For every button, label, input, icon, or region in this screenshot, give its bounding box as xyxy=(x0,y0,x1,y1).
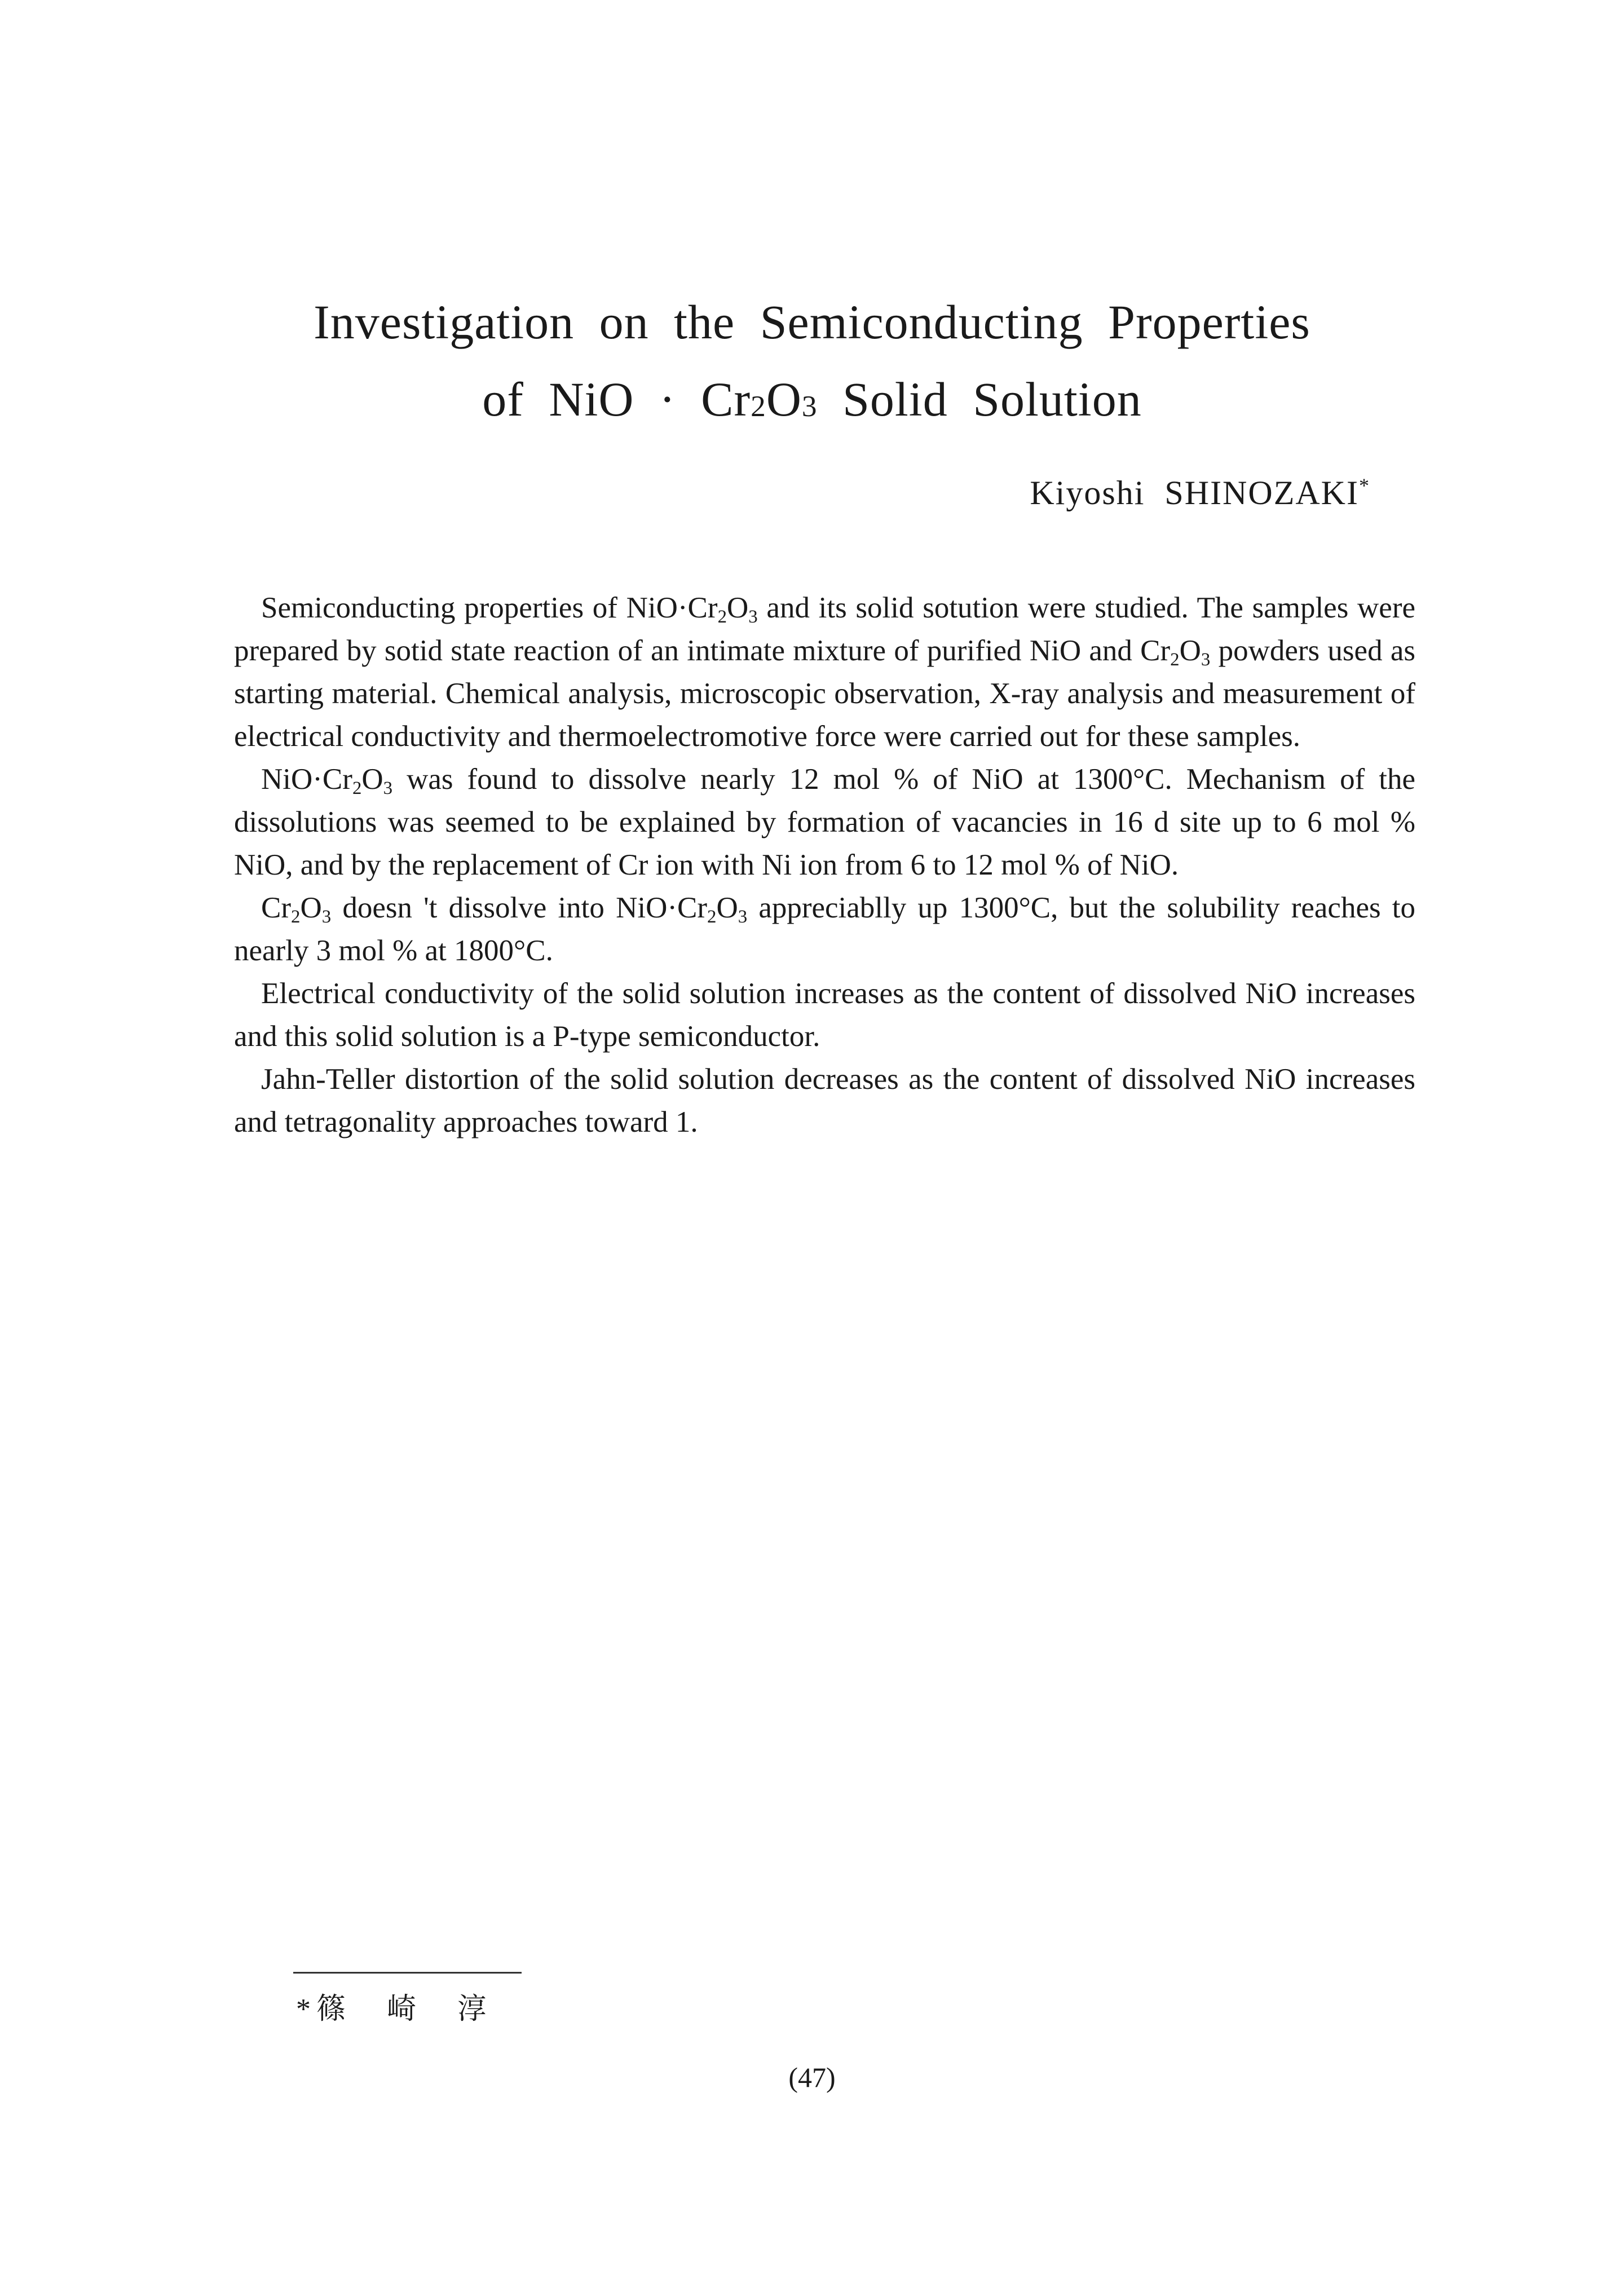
subscript: 2 xyxy=(717,607,727,628)
title-subscript: 2 xyxy=(751,389,766,423)
subscript: 3 xyxy=(383,778,393,799)
subscript: 3 xyxy=(1201,650,1211,670)
text-run: powders used as starting material. Chemical analysis, microscopic observation, X-ray analysis and measurement of electrical conductivity and thermoelectromotive force were carried out for these samples. xyxy=(234,634,1415,753)
title-line-2-suffix: Solid Solution xyxy=(817,372,1142,426)
abstract-paragraph-4: Electrical conductivity of the solid solution increases as the content of dissolved NiO increases and this solid solution is a P-type semiconductor. xyxy=(234,977,1415,1053)
abstract-paragraph-3 xyxy=(234,886,1415,972)
footnote-mark: * xyxy=(296,1993,316,2025)
page-number: (47) xyxy=(788,2062,836,2093)
subscript: 2 xyxy=(352,778,362,799)
text-run: Cr xyxy=(261,891,291,924)
title-line-2 xyxy=(0,372,1624,426)
subscript: 3 xyxy=(738,907,748,928)
title-line-2-prefix: of NiO · Cr xyxy=(482,372,751,426)
text-run: O xyxy=(361,763,383,796)
author-footnote-mark: * xyxy=(1359,474,1370,497)
text-run: O xyxy=(727,592,749,624)
footnote-divider xyxy=(293,1972,522,1974)
subscript: 2 xyxy=(707,907,717,928)
abstract-paragraph-5: Jahn-Teller distortion of the solid solution decreases as the content of dissolved NiO increases and tetragonality approaches toward 1. xyxy=(234,1063,1415,1138)
abstract xyxy=(234,586,1415,1144)
subscript: 3 xyxy=(321,907,332,928)
subscript: 3 xyxy=(748,607,758,628)
subscript: 2 xyxy=(291,907,301,928)
title-line-1 xyxy=(0,295,1624,349)
author-name: Kiyoshi SHINOZAKI xyxy=(1030,474,1359,511)
text-run: O xyxy=(1179,634,1201,667)
title-subscript: 3 xyxy=(801,389,818,423)
footnote xyxy=(296,1985,492,2027)
footnote-author-name: 篠 崎 淳 xyxy=(316,1993,493,2025)
title-line-1-text: Investigation on the Semiconducting Properties xyxy=(314,295,1310,349)
abstract-paragraph-2 xyxy=(234,758,1415,886)
subscript: 2 xyxy=(1170,650,1180,670)
text-run: O xyxy=(716,891,738,924)
text-run: Semiconducting properties of NiO·Cr xyxy=(261,592,718,624)
author-line xyxy=(1030,474,1370,513)
text-run: NiO·Cr xyxy=(261,763,352,796)
text-run: doesn 't dissolve into NiO·Cr xyxy=(331,891,707,924)
text-run: O xyxy=(300,891,322,924)
text-run: and its solid sotution were studied. The samples were prepared by sotid state reaction of an intimate mixture of purified NiO and Cr xyxy=(234,592,1415,667)
title-line-2-mid: O xyxy=(766,372,802,426)
text-run: appreciablly up 1300°C, but the solubility reaches to nearly 3 mol % at 1800°C. xyxy=(234,891,1415,967)
abstract-paragraph-1 xyxy=(234,586,1415,758)
text-run: was found to dissolve nearly 12 mol % of NiO at 1300°C. Mechanism of the dissolutions was seemed to be explained by formation of vacancies in 16 d site up to 6 mol % NiO, and by the replacement of Cr ion with Ni ion from 6 to 12 mol % of NiO. xyxy=(234,763,1415,881)
